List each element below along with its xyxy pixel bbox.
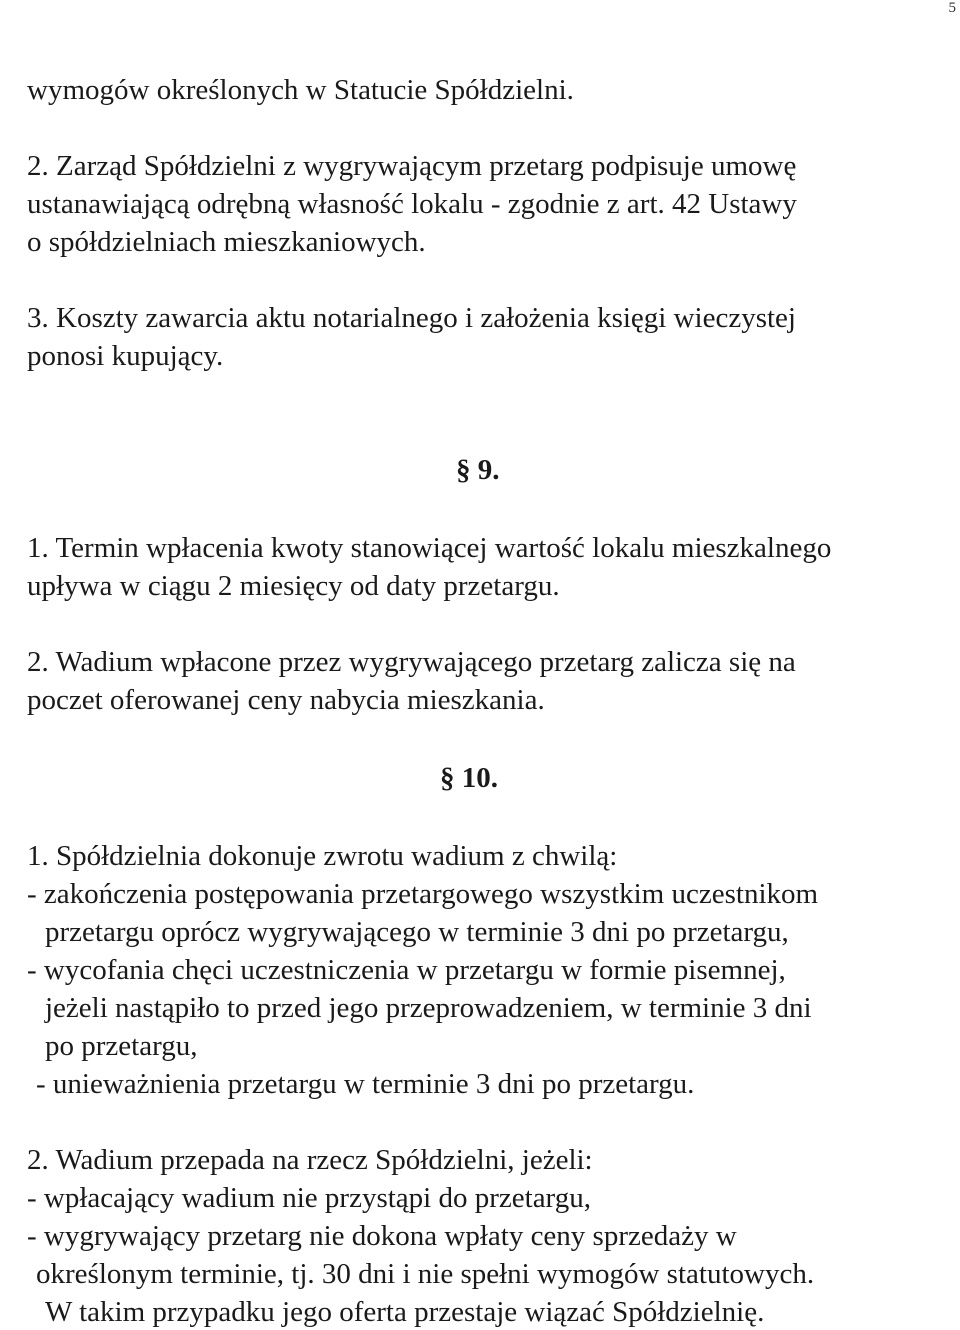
- list-item-line: - wpłacający wadium nie przystąpi do przetargu,: [27, 1182, 591, 1214]
- list-item-line: W takim przypadku jego oferta przestaje wiązać Spółdzielnię.: [45, 1296, 765, 1328]
- list-item-line: - unieważnienia przetargu w terminie 3 dni po przetargu.: [36, 1068, 695, 1100]
- list-item-line: określonym terminie, tj. 30 dni i nie spełni wymogów statutowych.: [36, 1258, 815, 1290]
- paragraph-line: ustanawiającą odrębną własność lokalu - zgodnie z art. 42 Ustawy: [27, 188, 797, 220]
- page-number: 5: [948, 0, 956, 16]
- paragraph-line: 2. Wadium wpłacone przez wygrywającego przetarg zalicza się na: [27, 646, 796, 678]
- paragraph-line: poczet oferowanej ceny nabycia mieszkania.: [27, 684, 545, 716]
- section-heading-9: § 9.: [456, 454, 500, 486]
- paragraph-line: upływa w ciągu 2 miesięcy od daty przetargu.: [27, 570, 560, 602]
- paragraph-line: ponosi kupujący.: [27, 340, 224, 372]
- list-item-line: jeżeli nastąpiło to przed jego przeprowadzeniem, w terminie 3 dni: [45, 992, 812, 1024]
- list-item-line: - wycofania chęci uczestniczenia w przetargu w formie pisemnej,: [27, 954, 786, 986]
- section-heading-10: § 10.: [440, 762, 498, 794]
- list-item-line: przetargu oprócz wygrywającego w terminie 3 dni po przetargu,: [45, 916, 789, 948]
- paragraph-line: o spółdzielniach mieszkaniowych.: [27, 226, 426, 258]
- paragraph-line: 1. Spółdzielnia dokonuje zwrotu wadium z chwilą:: [27, 840, 618, 872]
- paragraph-line: 1. Termin wpłacenia kwoty stanowiącej wartość lokalu mieszkalnego: [27, 532, 832, 564]
- paragraph-line: 2. Zarząd Spółdzielni z wygrywającym przetarg podpisuje umowę: [27, 150, 797, 182]
- paragraph-line: 3. Koszty zawarcia aktu notarialnego i założenia księgi wieczystej: [27, 302, 796, 334]
- list-item-line: po przetargu,: [45, 1030, 198, 1062]
- list-item-line: - wygrywający przetarg nie dokona wpłaty ceny sprzedaży w: [27, 1220, 737, 1252]
- list-item-line: - zakończenia postępowania przetargowego wszystkim uczestnikom: [27, 878, 819, 910]
- paragraph-line: wymogów określonych w Statucie Spółdzielni.: [27, 74, 574, 106]
- paragraph-line: 2. Wadium przepada na rzecz Spółdzielni, jeżeli:: [27, 1144, 593, 1176]
